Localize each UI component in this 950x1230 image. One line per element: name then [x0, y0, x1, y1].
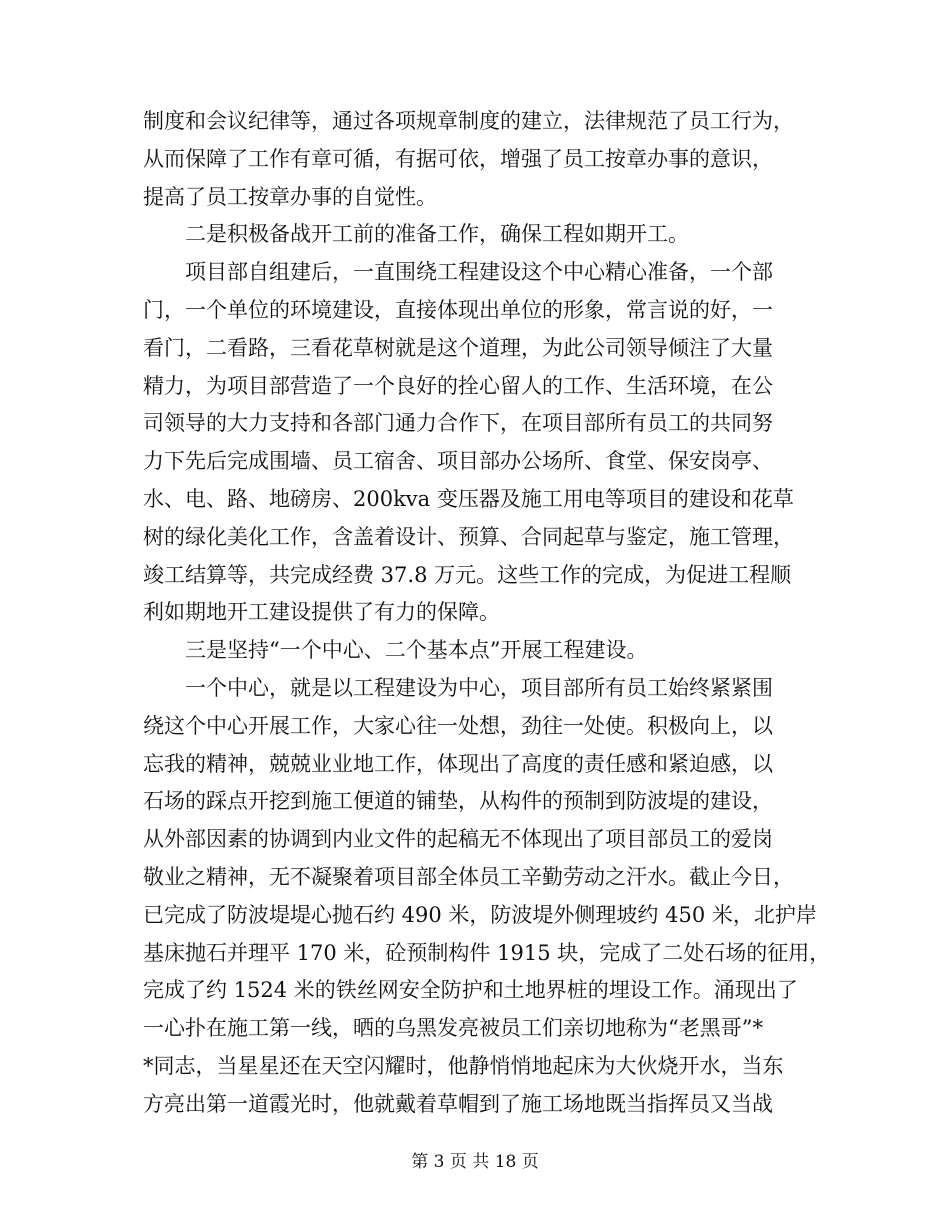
text-line: 提高了员工按章办事的自觉性。: [143, 184, 437, 209]
text-line: 从而保障了工作有章可循，有据可依，增强了员工按章办事的意识，: [143, 146, 773, 171]
section-heading: 三是坚持“一个中心、二个基本点”开展工程建设。: [185, 638, 648, 663]
text-line: 方亮出第一道霞光时，他就戴着草帽到了施工场地既当指挥员又当战: [143, 1091, 773, 1116]
text-line: 基床抛石并理平 170 米，砼预制构件 1915 块，完成了二处石场的征用，: [143, 940, 831, 965]
page-number-footer: 第 3 页 共 18 页: [411, 1152, 539, 1172]
text-line: 一心扑在施工第一线，晒的乌黑发亮被员工们亲切地称为“老黑哥”*: [143, 1016, 763, 1041]
text-line: 司领导的大力支持和各部门通力合作下，在项目部所有员工的共同努: [143, 411, 773, 436]
text-line: 利如期地开工建设提供了有力的保障。: [143, 600, 500, 625]
text-line: 敬业之精神，无不凝聚着项目部全体员工辛勤劳动之汗水。截止今日，: [143, 864, 794, 889]
text-line: 制度和会议纪律等，通过各项规章制度的建立，法律规范了员工行为，: [143, 109, 794, 133]
body-text: [143, 103, 831, 1124]
text-line: *同志，当星星还在天空闪耀时，他静悄悄地起床为大伙烧开水，当东: [143, 1053, 784, 1078]
text-line: 树的绿化美化工作，含盖着设计、预算、合同起草与鉴定，施工管理，: [143, 524, 794, 549]
text-line: 一个中心，就是以工程建设为中心，项目部所有员工始终紧紧围: [185, 675, 773, 700]
text-line: 水、电、路、地磅房、200kva 变压器及施工用电等项目的建设和花草: [143, 486, 794, 511]
text-line: 已完成了防波堤堤心抛石约 490 米，防波堤外侧理坡约 450 米，北护岸: [143, 902, 817, 927]
text-line: 完成了约 1524 米的铁丝网安全防护和土地界桩的埋设工作。涌现出了: [143, 978, 798, 1003]
text-line: 竣工结算等，共完成经费 37.8 万元。这些工作的完成，为促进工程顺: [143, 562, 792, 587]
text-line: 精力，为项目部营造了一个良好的拴心留人的工作、生活环境，在公: [143, 373, 773, 398]
text-line: 看门，二看路，三看花草树就是这个道理，为此公司领导倾注了大量: [143, 335, 773, 360]
text-line: 石场的踩点开挖到施工便道的铺垫，从构件的预制到防波堤的建设，: [143, 789, 773, 814]
text-line: 从外部因素的协调到内业文件的起稿无不体现出了项目部员工的爱岗: [143, 827, 773, 852]
text-line: 绕这个中心开展工作，大家心往一处想，劲往一处使。积极向上，以: [143, 713, 773, 738]
text-line: 项目部自组建后，一直围绕工程建设这个中心精心准备，一个部: [185, 260, 773, 285]
section-heading: 二是积极备战开工前的准备工作，确保工程如期开工。: [185, 222, 689, 247]
text-line: 力下先后完成围墙、员工宿舍、项目部办公场所、食堂、保安岗亭、: [143, 449, 773, 474]
text-line: 门，一个单位的环境建设，直接体现出单位的形象，常言说的好，一: [143, 297, 773, 322]
text-line: 忘我的精神，兢兢业业地工作，体现出了高度的责任感和紧迫感，以: [143, 751, 773, 776]
